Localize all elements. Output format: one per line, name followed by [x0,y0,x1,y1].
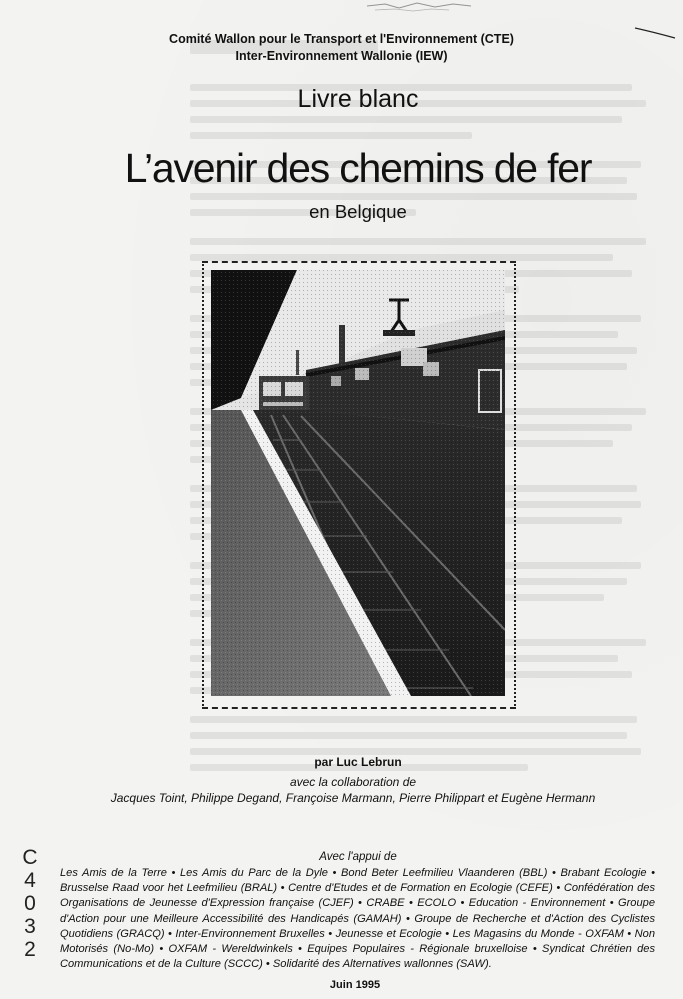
collaborators: Jacques Toint, Philippe Degand, Françoise Marmann, Pierre Philippart et Eugène Hermann [110,791,596,805]
author: par Luc Lebrun [314,755,402,769]
cover-photo [211,270,505,696]
subtitle: en Belgique [309,201,407,222]
call-number-char: 3 [24,915,36,938]
publisher-header [0,31,683,65]
call-number-char: C [22,846,38,869]
call-number-char: 2 [24,938,36,961]
railway-platform-image [211,270,505,696]
call-number-char: 0 [24,892,36,915]
publisher-iew: Inter-Environnement Wallonie (IEW) [235,49,448,63]
call-number-char: 4 [24,869,36,892]
support-intro: Avec l'appui de [319,851,397,863]
document-type: Livre blanc [297,85,419,113]
publication-date: Juin 1995 [329,979,381,991]
library-call-number [20,846,40,961]
publisher-cte: Comité Wallon pour le Transport et l'Environnement (CTE) [169,32,514,46]
main-title: L’avenir des chemins de fer [124,145,592,191]
collaboration-intro: avec la collaboration de [289,775,417,789]
scan-artifact [365,0,475,14]
supporting-organisations: Les Amis de la Terre • Les Amis du Parc de la Dyle • Bond Beter Leefmilieu Vlaanderen (BBL) • Brabant Ecologie • Brusselse Raad voor het Leefmilieu (BRAL) • Centre d'Etudes et de Formation en Ecologie (CEFE) • Confédération des Organisations de Jeunesse d'Expression française (CJEF) • CRABE • ECOLO • Education - Environnement • Groupe d'Action pour une Meilleure Accessibilité des Handicapés (GAMAH) • Groupe de Recherche et d'Action des Cyclistes Quotidiens (GRACQ) • Inter-Environnement Bruxelles • Jeunesse et Ecologie • Les Magasins du Monde - OXFAM • Non Motorisés (No-Mo) • OXFAM - Wereldwinkels • Equipes Populaires - Régionale bruxelloise • Syndicat Chrétien des Communications et de la Culture (SCCC) • Solidarité des Alternatives wallonnes (SAW). [60,867,655,971]
